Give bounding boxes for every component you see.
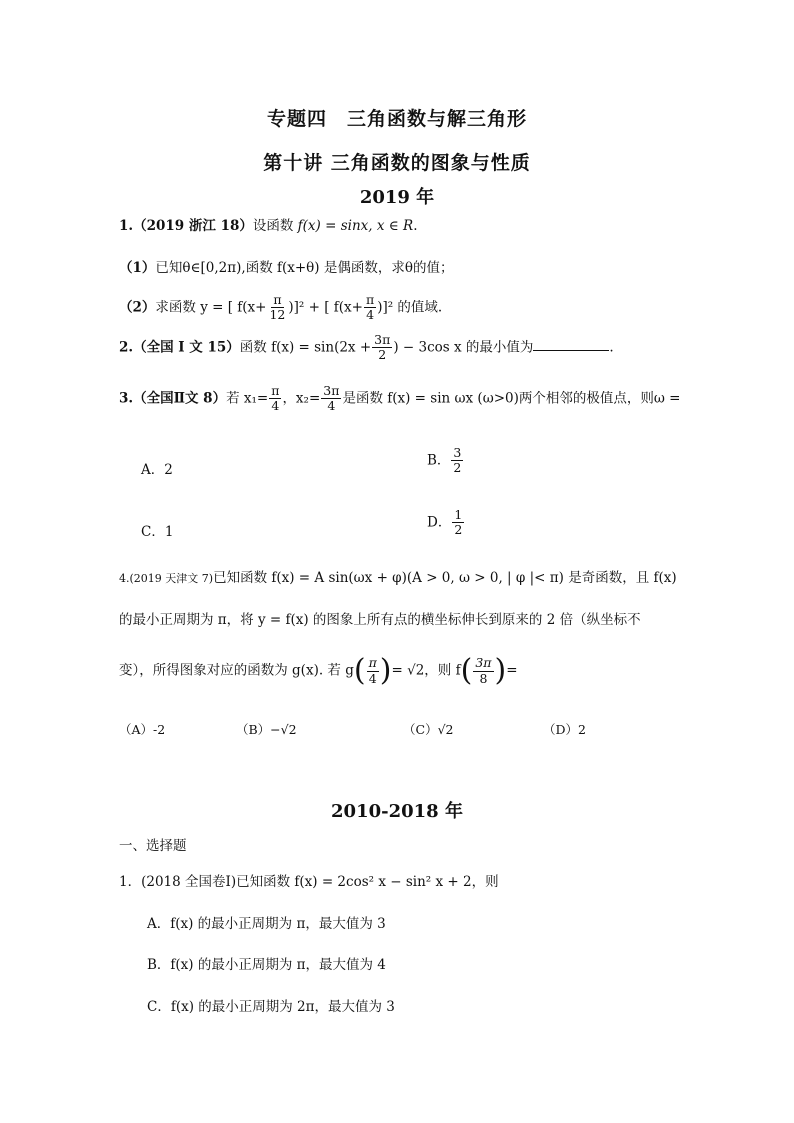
q3-number: 3.	[119, 390, 134, 407]
q4-option-b: （B）−√2	[236, 722, 297, 737]
q3-option-d-label: D．	[427, 514, 452, 531]
q3-post: 是函数 f(x) = sin ωx (ω>0)两个相邻的极值点，则ω =	[342, 390, 681, 407]
q1-part2-frac1	[267, 293, 287, 323]
q3-frac1-num: π	[271, 383, 280, 398]
q3-frac2	[321, 384, 341, 414]
q4-line3: 变），所得图象对应的函数为 g(x). 若 g( $\frac{\pi}{4}$ )= √2，则 f( $\frac{3\pi}{8}$ )=	[119, 653, 518, 688]
q2-frac	[372, 333, 392, 363]
q5-option-b: B．f(x) 的最小正周期为 π，最大值为 4	[147, 957, 386, 973]
q1-stem-pre: 设函数	[252, 218, 294, 234]
q2-number: 2.	[119, 339, 134, 356]
q2-frac-num: 3π	[374, 332, 391, 347]
q1-part2-label: （2）	[119, 299, 156, 316]
lecture-title: 第十讲 三角函数的图象与性质	[263, 152, 531, 174]
q4-line3-pre: 变），所得图象对应的函数为 g(x). 若 g	[119, 662, 354, 679]
q5-number: 1．	[119, 874, 142, 890]
q3-option-b-frac	[451, 446, 463, 476]
q4-number: 4.	[119, 572, 130, 585]
q1-part2	[119, 293, 442, 323]
q3-mid: ，x₂=	[282, 390, 321, 407]
q4-line3-frac1-num: π	[368, 655, 377, 671]
q3-option-c: C．1	[141, 524, 174, 540]
q3-frac2-den: 4	[327, 398, 336, 414]
q1-part1	[119, 260, 454, 276]
q1-part2-frac1-den: 12	[269, 307, 286, 323]
q2-stem	[119, 333, 614, 363]
q1-part2-frac2-num: π	[365, 292, 375, 307]
q4-option-d: （D）2	[543, 722, 586, 737]
q1-part2-frac1-num: π	[273, 292, 282, 307]
q2-stem-pre: 函数 f(x) = sin(2x +	[239, 339, 372, 356]
q2-frac-den: 2	[378, 347, 387, 363]
q2-stem-post: .	[609, 339, 614, 356]
q5-option-c: C．f(x) 的最小正周期为 2π，最大值为 3	[147, 999, 395, 1015]
q5-option-a: A．f(x) 的最小正周期为 π，最大值为 3	[147, 916, 386, 932]
q3-pre: 若 x₁=	[226, 390, 269, 407]
q3-option-b-num: 3	[453, 445, 462, 460]
q1-part2-mid: )]² + [ f(x+	[288, 299, 363, 316]
q4-line3-post: =	[506, 662, 518, 679]
q3-option-a: A．2	[141, 462, 173, 478]
q4-option-a: （A）-2	[119, 722, 166, 737]
q1-part2-frac2	[364, 293, 376, 323]
q4-line1	[119, 570, 677, 586]
q4-source: (2019 天津文 7)	[129, 572, 214, 585]
q3-source: （全国Ⅱ文 8）	[133, 390, 227, 407]
q3-option-d-den: 2	[454, 522, 463, 538]
q2-answer-blank	[533, 337, 609, 351]
q4-line1-text: 已知函数 f(x) = A sin(ωx + φ)(A > 0, ω > 0, | φ |< π) 是奇函数，且 f(x)	[213, 570, 677, 586]
q3-option-b	[427, 446, 464, 476]
q4-line3-frac1	[367, 656, 379, 686]
q4-line3-frac2-den: 8	[479, 670, 488, 686]
q3-frac1	[269, 384, 281, 414]
q3-option-d	[427, 508, 465, 538]
q4-line3-mid: = √2，则 f	[391, 662, 461, 679]
q1-function: f(x) = sinx, x ∈ R	[297, 218, 414, 234]
q3-stem	[119, 384, 680, 414]
q3-option-b-den: 2	[453, 460, 462, 476]
q4-line2: 的最小正周期为 π，将 y = f(x) 的图象上所有点的横坐标伸长到原来的 2 倍（纵坐标不	[119, 612, 641, 628]
q2-stem-mid: ) − 3cos x 的最小值为	[393, 339, 534, 356]
q1-part1-text: 已知θ∈[0,2π),函数 f(x+θ) 是偶函数，求θ的值；	[155, 260, 454, 276]
q3-frac1-den: 4	[271, 398, 280, 414]
q1-part2-post: )]² 的值域.	[377, 299, 443, 316]
q4-option-c: （C）√2	[403, 722, 454, 737]
topic-title: 专题四 三角函数与解三角形	[266, 108, 527, 130]
q3-frac2-num: 3π	[323, 383, 340, 398]
q3-option-d-num: 1	[454, 507, 463, 522]
q5-stem-text: (2018 全国卷Ⅰ)已知函数 f(x) = 2cos² x − sin² x + 2，则	[141, 874, 499, 890]
q4-line3-frac2	[473, 656, 493, 686]
q1-part1-label: （1）	[119, 260, 156, 276]
q1-number: 1.	[119, 218, 134, 234]
year-2010-2018-heading: 2010-2018 年	[331, 801, 463, 822]
q4-line3-frac1-den: 4	[368, 670, 377, 686]
q5-stem	[119, 874, 499, 890]
q2-source: （全国 Ⅰ 文 15）	[133, 339, 240, 356]
section-heading: 一、选择题	[119, 838, 187, 854]
q1-part2-frac2-den: 4	[366, 307, 375, 323]
year-2019-heading: 2019 年	[359, 187, 435, 208]
q1-source: （2019 浙江 18）	[133, 218, 253, 234]
q4-line3-frac2-num: 3π	[475, 655, 492, 671]
q3-option-b-label: B．	[427, 452, 451, 469]
q1-stem: 1.（2019 浙江 18）设函数 f(x) = sinx, x ∈ R.	[119, 218, 418, 234]
q1-part2-pre: 求函数 y = [ f(x+	[155, 299, 267, 316]
q3-option-d-frac	[452, 508, 464, 538]
